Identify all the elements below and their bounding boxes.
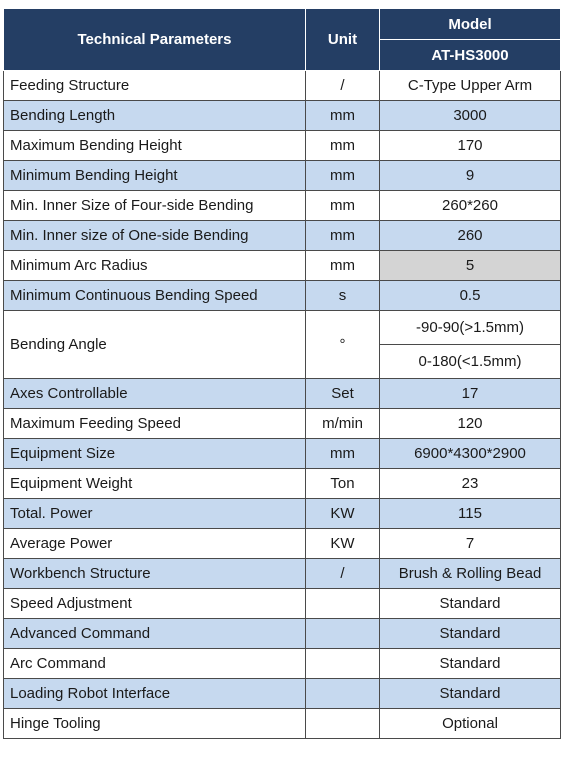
param-name: Speed Adjustment (4, 589, 306, 619)
param-value: 260 (380, 221, 561, 251)
param-value: 170 (380, 131, 561, 161)
param-name: Maximum Bending Height (4, 131, 306, 161)
param-name: Total. Power (4, 499, 306, 529)
technical-parameters-table (3, 8, 561, 739)
table-row (4, 499, 561, 529)
param-value: Standard (380, 649, 561, 679)
param-value: 5 (380, 251, 561, 281)
param-value: 260*260 (380, 191, 561, 221)
param-value: 6900*4300*2900 (380, 439, 561, 469)
table-row (4, 619, 561, 649)
header-model-name: AT-HS3000 (380, 40, 561, 71)
param-name: Advanced Command (4, 619, 306, 649)
param-value: 115 (380, 499, 561, 529)
param-unit: mm (306, 191, 380, 221)
param-name: Feeding Structure (4, 71, 306, 101)
param-unit: Ton (306, 469, 380, 499)
table-row (4, 409, 561, 439)
param-unit: mm (306, 251, 380, 281)
param-unit: mm (306, 221, 380, 251)
param-unit: / (306, 71, 380, 101)
param-unit: mm (306, 101, 380, 131)
param-value: Standard (380, 589, 561, 619)
table-row (4, 101, 561, 131)
param-unit: mm (306, 131, 380, 161)
param-unit: KW (306, 499, 380, 529)
param-unit (306, 589, 380, 619)
param-unit: Set (306, 379, 380, 409)
param-value: 3000 (380, 101, 561, 131)
param-unit (306, 709, 380, 739)
param-name: Workbench Structure (4, 559, 306, 589)
param-unit (306, 649, 380, 679)
param-value: Standard (380, 679, 561, 709)
param-name: Bending Length (4, 101, 306, 131)
param-name: Min. Inner Size of Four-side Bending (4, 191, 306, 221)
param-value: 9 (380, 161, 561, 191)
table-row (4, 559, 561, 589)
param-value: 120 (380, 409, 561, 439)
param-name: Equipment Size (4, 439, 306, 469)
param-value: Optional (380, 709, 561, 739)
header-technical-parameters: Technical Parameters (4, 9, 306, 71)
param-name: Arc Command (4, 649, 306, 679)
param-value: -90-90(>1.5mm) (380, 311, 561, 345)
param-name: Min. Inner size of One-side Bending (4, 221, 306, 251)
param-value: 0.5 (380, 281, 561, 311)
table-row (4, 529, 561, 559)
param-name: Maximum Feeding Speed (4, 409, 306, 439)
table-row (4, 161, 561, 191)
param-unit: KW (306, 529, 380, 559)
param-name: Equipment Weight (4, 469, 306, 499)
param-name: Minimum Continuous Bending Speed (4, 281, 306, 311)
param-name: Axes Controllable (4, 379, 306, 409)
table-row (4, 131, 561, 161)
param-unit: mm (306, 161, 380, 191)
param-value: 0-180(<1.5mm) (380, 345, 561, 379)
table-row (4, 221, 561, 251)
table-row (4, 679, 561, 709)
table-row (4, 281, 561, 311)
param-name: Minimum Bending Height (4, 161, 306, 191)
param-value: Standard (380, 619, 561, 649)
table-row (4, 589, 561, 619)
param-value: C-Type Upper Arm (380, 71, 561, 101)
header-model: Model (380, 9, 561, 40)
param-value: 23 (380, 469, 561, 499)
param-value: 17 (380, 379, 561, 409)
table-row (4, 649, 561, 679)
param-name: Minimum Arc Radius (4, 251, 306, 281)
table-row (4, 379, 561, 409)
table-row (4, 439, 561, 469)
param-name: Bending Angle (4, 311, 306, 379)
param-unit (306, 619, 380, 649)
param-name: Loading Robot Interface (4, 679, 306, 709)
param-unit (306, 679, 380, 709)
table-row (4, 71, 561, 101)
param-unit: s (306, 281, 380, 311)
param-value: Brush & Rolling Bead (380, 559, 561, 589)
param-unit: ° (306, 311, 380, 379)
param-name: Hinge Tooling (4, 709, 306, 739)
param-unit: / (306, 559, 380, 589)
header-unit: Unit (306, 9, 380, 71)
table-row (4, 191, 561, 221)
table-row (4, 251, 561, 281)
param-name: Average Power (4, 529, 306, 559)
table-row (4, 709, 561, 739)
param-value: 7 (380, 529, 561, 559)
param-unit: m/min (306, 409, 380, 439)
table-row (4, 469, 561, 499)
table-row (4, 311, 561, 345)
param-unit: mm (306, 439, 380, 469)
